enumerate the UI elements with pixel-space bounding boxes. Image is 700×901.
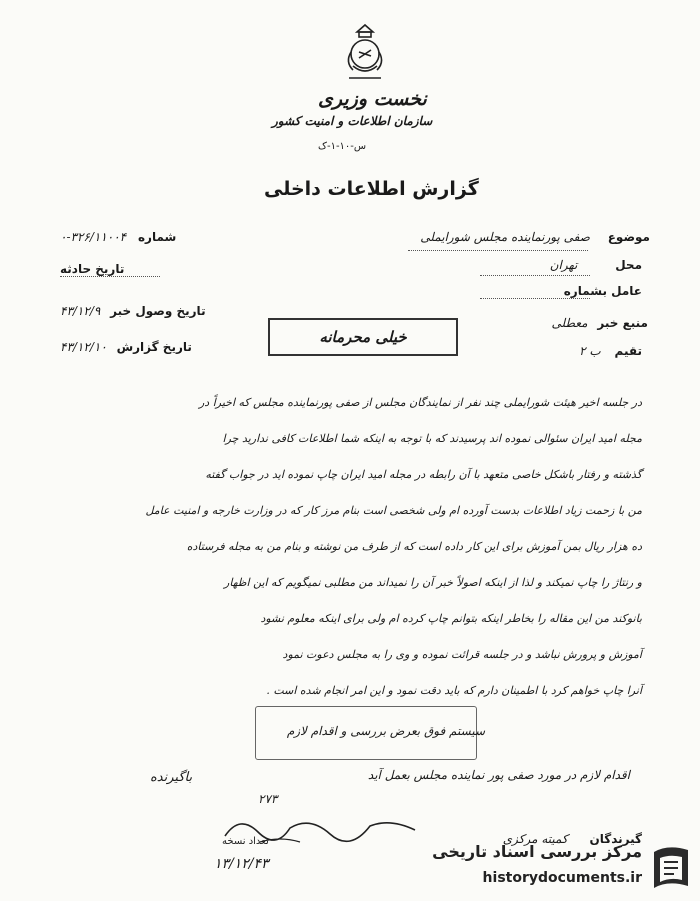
handwritten-note: سیستم فوق بعرض بررسی و اقدام لازم bbox=[286, 724, 485, 738]
subject-value: صفی پورنماینده مجلس شورایملی bbox=[420, 230, 590, 244]
source-no-underline bbox=[480, 298, 590, 299]
body-line-1: در جلسه اخیر هیئت شورایملی چند نفر از نمایندگان مجلس از صفی پورنماینده مجلس که اخیراً در bbox=[199, 396, 642, 409]
archive-logo-icon bbox=[648, 842, 694, 892]
body-line-2: مجله امید ایران سئوالی نموده اند پرسیدند که با توجه به اینکه شما اطلاعات کافی ندارید چرا bbox=[222, 432, 642, 445]
place-label: محل bbox=[615, 258, 642, 272]
source-no-label: عامل بشماره bbox=[563, 284, 642, 298]
copy-count-label: تعداد نسخه bbox=[222, 836, 269, 847]
grade-label: تقیم bbox=[614, 344, 642, 358]
number-field bbox=[60, 230, 176, 244]
informant-value: معطلی bbox=[551, 316, 588, 330]
source-no-field bbox=[564, 284, 642, 298]
subject-label: موضوع bbox=[607, 230, 650, 244]
event-date-underline bbox=[60, 276, 160, 277]
archive-logo bbox=[428, 838, 694, 896]
event-date-field bbox=[60, 262, 124, 276]
receipt-date-value: ۴۳/۱۲/۹ bbox=[60, 304, 101, 318]
org-code: س-۱۰-۱-ک bbox=[318, 141, 367, 152]
body-line-6: و رنتاژ را چاپ نمیکند و لذا از اینکه اصولاً خبر آن را نمیداند من مطلبی نمیگویم که این اظهار bbox=[224, 576, 642, 589]
body-line-3: گذشته و رفتار باشکل خاصی متعهد با آن رابطه در مجله امید ایران چاپ نموده اید در جواب گفته bbox=[205, 468, 642, 481]
body-line-9: آنرا چاپ خواهم کرد با اطمینان دارم که باید دقت نمود و این امر انجام شده است . bbox=[266, 684, 642, 697]
body-line-7: بانوکند من این مقاله را بخاطر اینکه بتوانم چاپ کرده ام ولی برای اینکه معلوم نشود bbox=[260, 612, 642, 625]
body-line-5: ده هزار ریال بمن آموزش برای این کار داده است که از طرف من نوشته و بنام من به مجله فرستاده bbox=[186, 540, 642, 553]
informant-label: منبع خبر bbox=[597, 316, 648, 330]
body-line-8: آموزش و پرورش نباشد و در جلسه قرائت نموده و وی را به مجلس دعوت نمود bbox=[282, 648, 642, 661]
recipients-value: کمیته مرکزی bbox=[502, 832, 568, 846]
receipt-date-field bbox=[60, 304, 206, 318]
number-value: ۳۲۶/۱۱۰۰۴-۰ bbox=[60, 230, 127, 244]
report-date-value: ۴۳/۱۲/۱۰ bbox=[60, 340, 107, 354]
informant-field bbox=[552, 316, 649, 330]
event-date-label: تاریخ حادثه bbox=[60, 262, 125, 276]
report-date-field bbox=[60, 340, 192, 354]
copy-count-field bbox=[222, 836, 269, 847]
lion-and-sun-emblem bbox=[335, 22, 395, 86]
report-title: گزارش اطلاعات داخلی bbox=[264, 178, 479, 200]
place-underline bbox=[480, 275, 590, 276]
sign-number: ۲۷۳ bbox=[258, 792, 278, 806]
report-date-label: تاریخ گزارش bbox=[116, 340, 192, 354]
logo-text-en: historydocuments.ir bbox=[482, 870, 642, 886]
recipients-label: گیرندگان bbox=[589, 832, 642, 846]
grade-field bbox=[579, 344, 642, 358]
org-name: نخست وزیری bbox=[318, 88, 427, 110]
grade-value: ب ۲ bbox=[579, 344, 601, 358]
receipt-date-label: تاریخ وصول خبر bbox=[110, 304, 206, 318]
classification-stamp: خیلی محرمانه bbox=[268, 318, 458, 356]
signature-left: باگیرنده bbox=[150, 770, 193, 785]
action-line: اقدام لازم در مورد صفی پور نماینده مجلس بعمل آید bbox=[367, 768, 630, 782]
logo-text-fa: مرکز بررسی اسناد تاریخی bbox=[432, 842, 642, 861]
place-field bbox=[550, 258, 642, 272]
org-subtitle: سازمان اطلاعات و امنیت کشور bbox=[272, 114, 433, 128]
number-label: شماره bbox=[137, 230, 177, 244]
place-value: تهران bbox=[549, 258, 578, 272]
subject-underline bbox=[408, 250, 588, 251]
date-scribble: ۱۳/۱۲/۴۳ bbox=[214, 856, 269, 872]
subject-field bbox=[420, 230, 650, 244]
body-line-4: من با زحمت زیاد اطلاعات بدست آورده ام ولی شخصی است بنام مرز کار که در وزارت خارجه و امنیت عامل bbox=[145, 504, 642, 517]
